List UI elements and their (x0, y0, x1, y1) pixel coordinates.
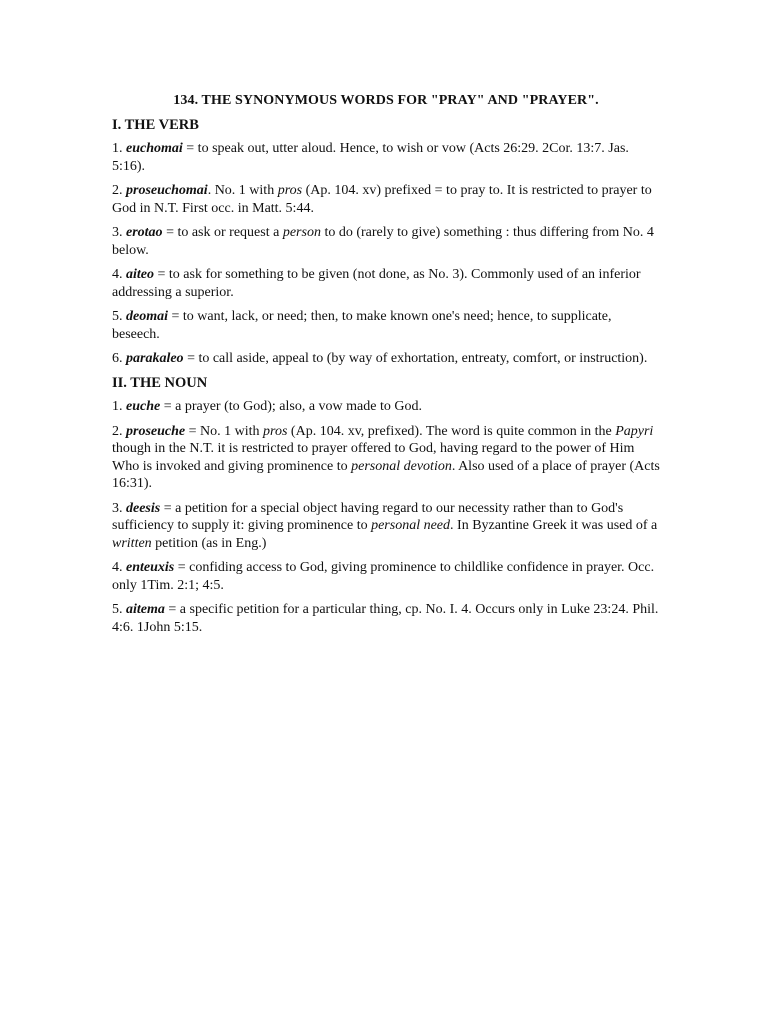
verb-entry-proseuchomai (112, 182, 660, 217)
noun-entry-proseuche (112, 423, 660, 493)
entry-text: petition (as in Eng.) (151, 535, 267, 551)
entry-text: = to call aside, appeal to (by way of exhortation, entreaty, comfort, or instruction). (183, 351, 648, 366)
noun-section-heading: II. THE NOUN (112, 374, 208, 391)
entry-number: 1. (112, 399, 126, 414)
verb-entry-parakaleo (112, 350, 660, 368)
entry-term: aitema (126, 602, 165, 617)
entry-text: = a petition for a special object having regard to our necessity rather than to God's sufficiency to supply it: giving prominence to (112, 500, 624, 533)
entry-number: 5. (112, 309, 126, 324)
entry-text: (Ap. 104. xv, prefixed). The word is quite common in the (287, 423, 616, 439)
entry-text: = to speak out, utter aloud. Hence, to wish or vow (Acts 26:29. 2Cor. 13:7. Jas. 5:16). (112, 141, 629, 174)
entry-term: deesis (126, 500, 161, 516)
entry-term: proseuche (126, 423, 186, 439)
verb-section-heading: I. THE VERB (112, 116, 199, 133)
entry-number: 3. (112, 500, 126, 516)
entry-text: = a prayer (to God); also, a vow made to God. (160, 399, 422, 414)
entry-term: euche (126, 399, 161, 414)
entry-number: 3. (112, 225, 126, 240)
entry-number: 2. (112, 423, 126, 439)
entry-term: parakaleo (126, 351, 184, 366)
entry-text: = No. 1 with (185, 423, 264, 439)
noun-entry-enteuxis (112, 559, 660, 594)
document-page (112, 92, 660, 643)
entry-number: 4. (112, 560, 126, 575)
entry-term: aiteo (126, 267, 154, 282)
verb-entry-aiteo (112, 266, 660, 301)
entry-term: deomai (126, 309, 168, 324)
entry-term: erotao (126, 225, 163, 240)
entry-text: . Also used of a place of prayer (Acts 16:31). (112, 458, 660, 491)
entry-italic-text: pros (263, 423, 288, 439)
entry-number: 5. (112, 602, 126, 617)
entry-italic-text: pros (277, 183, 303, 198)
page-title: 134. THE SYNONYMOUS WORDS FOR "PRAY" AND "PRAYER". (173, 93, 599, 108)
entry-italic-text: personal devotion (351, 458, 452, 474)
entry-text: = to ask or request a (162, 225, 283, 240)
entry-text: = to want, lack, or need; then, to make known one's need; hence, to supplicate, beseech. (112, 309, 612, 342)
entry-text: = to ask for something to be given (not done, as No. 3). Commonly used of an inferior addressing a superior. (112, 267, 641, 300)
verb-entry-erotao (112, 224, 660, 259)
verb-entry-euchomai (112, 140, 660, 175)
entry-text: though in the N.T. it is restricted to prayer offered to God, having regard to the power of Him Who is invoked and giving prominence to (112, 441, 635, 474)
entry-text: . No. 1 with (207, 183, 278, 198)
entry-text: = a specific petition for a particular thing, cp. No. I. 4. Occurs only in Luke 23:24. Phil. 4:6. 1John 5:15. (112, 602, 659, 635)
noun-entry-aitema (112, 601, 660, 636)
entry-italic-text: person (282, 225, 321, 240)
entry-term: euchomai (126, 141, 183, 156)
entry-number: 6. (112, 351, 126, 366)
entry-text: (Ap. 104. xv) prefixed = to pray to. It is restricted to prayer to God in N.T. First occ. in Matt. 5:44. (112, 183, 652, 216)
noun-entry-deesis (112, 500, 660, 553)
entry-text: . In Byzantine Greek it was used of a (450, 518, 658, 533)
entry-italic-text: personal need (371, 518, 451, 533)
entry-number: 4. (112, 267, 126, 282)
entry-text: to do (rarely to give) something : thus differing from No. 4 below. (112, 225, 654, 258)
entry-number: 2. (112, 183, 126, 198)
entry-term: proseuchomai (126, 183, 208, 198)
entry-italic-text: Papyri (615, 423, 654, 439)
entry-term: enteuxis (126, 560, 175, 575)
entry-text: = confiding access to God, giving prominence to childlike confidence in prayer. Occ. only 1Tim. 2:1; 4:5. (112, 560, 655, 593)
noun-entry-euche (112, 398, 660, 416)
entry-number: 1. (112, 141, 126, 156)
verb-entry-deomai (112, 308, 660, 343)
entry-italic-text: written (112, 535, 152, 551)
